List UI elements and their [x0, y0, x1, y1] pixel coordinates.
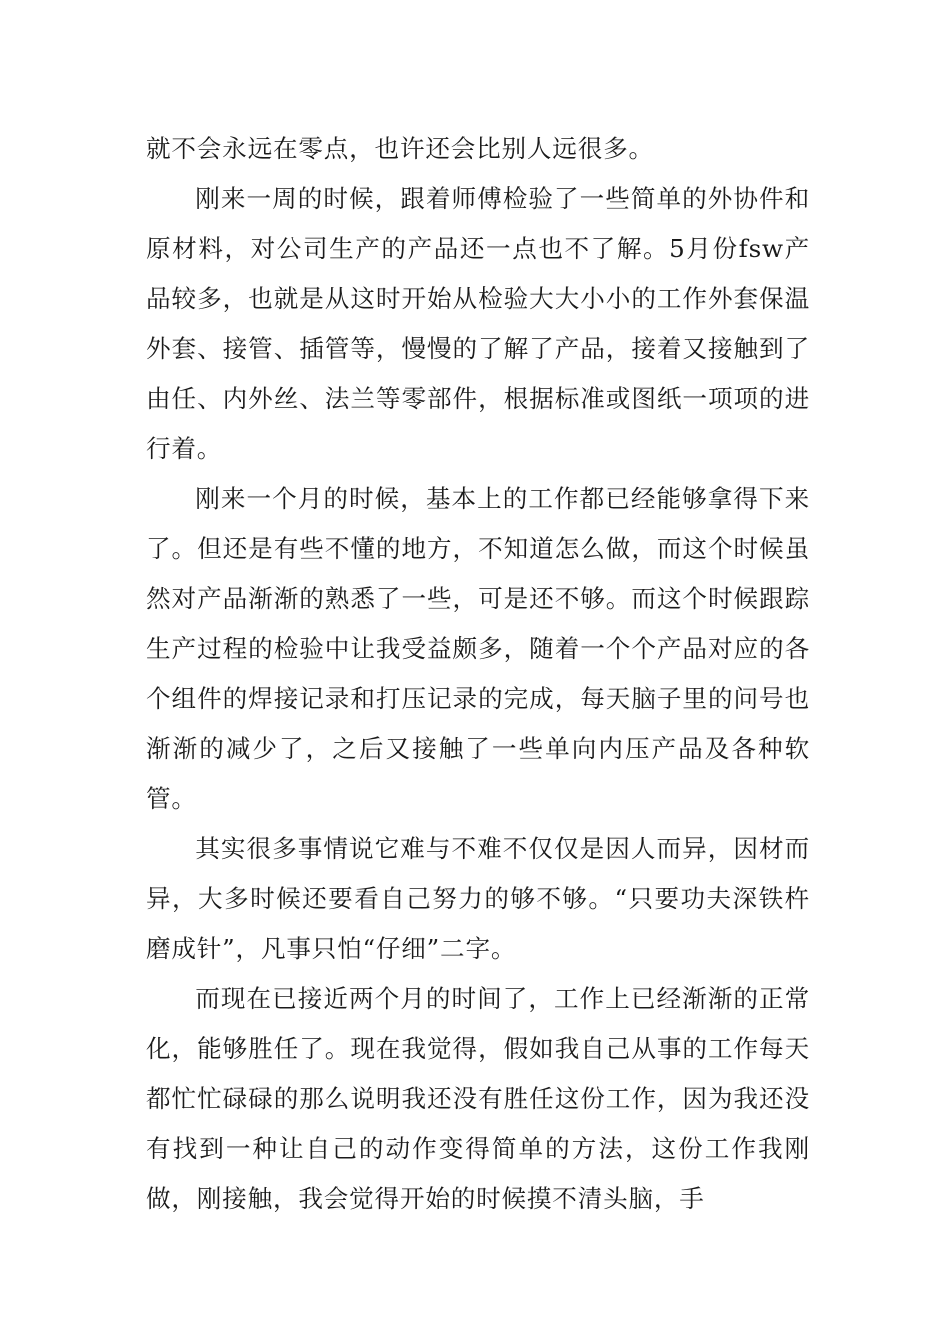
- paragraph-2: 刚来一周的时候，跟着师傅检验了一些简单的外协件和原材料，对公司生产的产品还一点也不了解。5月份fsw产品较多，也就是从这时开始从检验大大小小的工作外套保温外套、接管、插管等，慢慢的了解了产品，接着又接触到了由任、内外丝、法兰等零部件，根据标准或图纸一项项的进行着。: [146, 184, 810, 463]
- paragraph-5: 而现在已接近两个月的时间了，工作上已经渐渐的正常化，能够胜任了。现在我觉得，假如我自己从事的工作每天都忙忙碌碌的那么说明我还没有胜任这份工作，因为我还没有找到一种让自己的动作变得简单的方法，这份工作我刚做，刚接触，我会觉得开始的时候摸不清头脑，手: [146, 984, 810, 1213]
- document-body: [146, 124, 810, 1224]
- paragraph-4: 其实很多事情说它难与不难不仅仅是因人而异，因材而异，大多时候还要看自己努力的够不够。“只要功夫深铁杵磨成针”，凡事只怕“仔细”二字。: [146, 834, 810, 963]
- paragraph-3: 刚来一个月的时候，基本上的工作都已经能够拿得下来了。但还是有些不懂的地方，不知道怎么做，而这个时候虽然对产品渐渐的熟悉了一些，可是还不够。而这个时候跟踪生产过程的检验中让我受益颇多，随着一个个产品对应的各个组件的焊接记录和打压记录的完成，每天脑子里的问号也渐渐的减少了，之后又接触了一些单向内压产品及各种软管。: [146, 484, 810, 813]
- paragraph-1: 就不会永远在零点，也许还会比别人远很多。: [146, 134, 654, 163]
